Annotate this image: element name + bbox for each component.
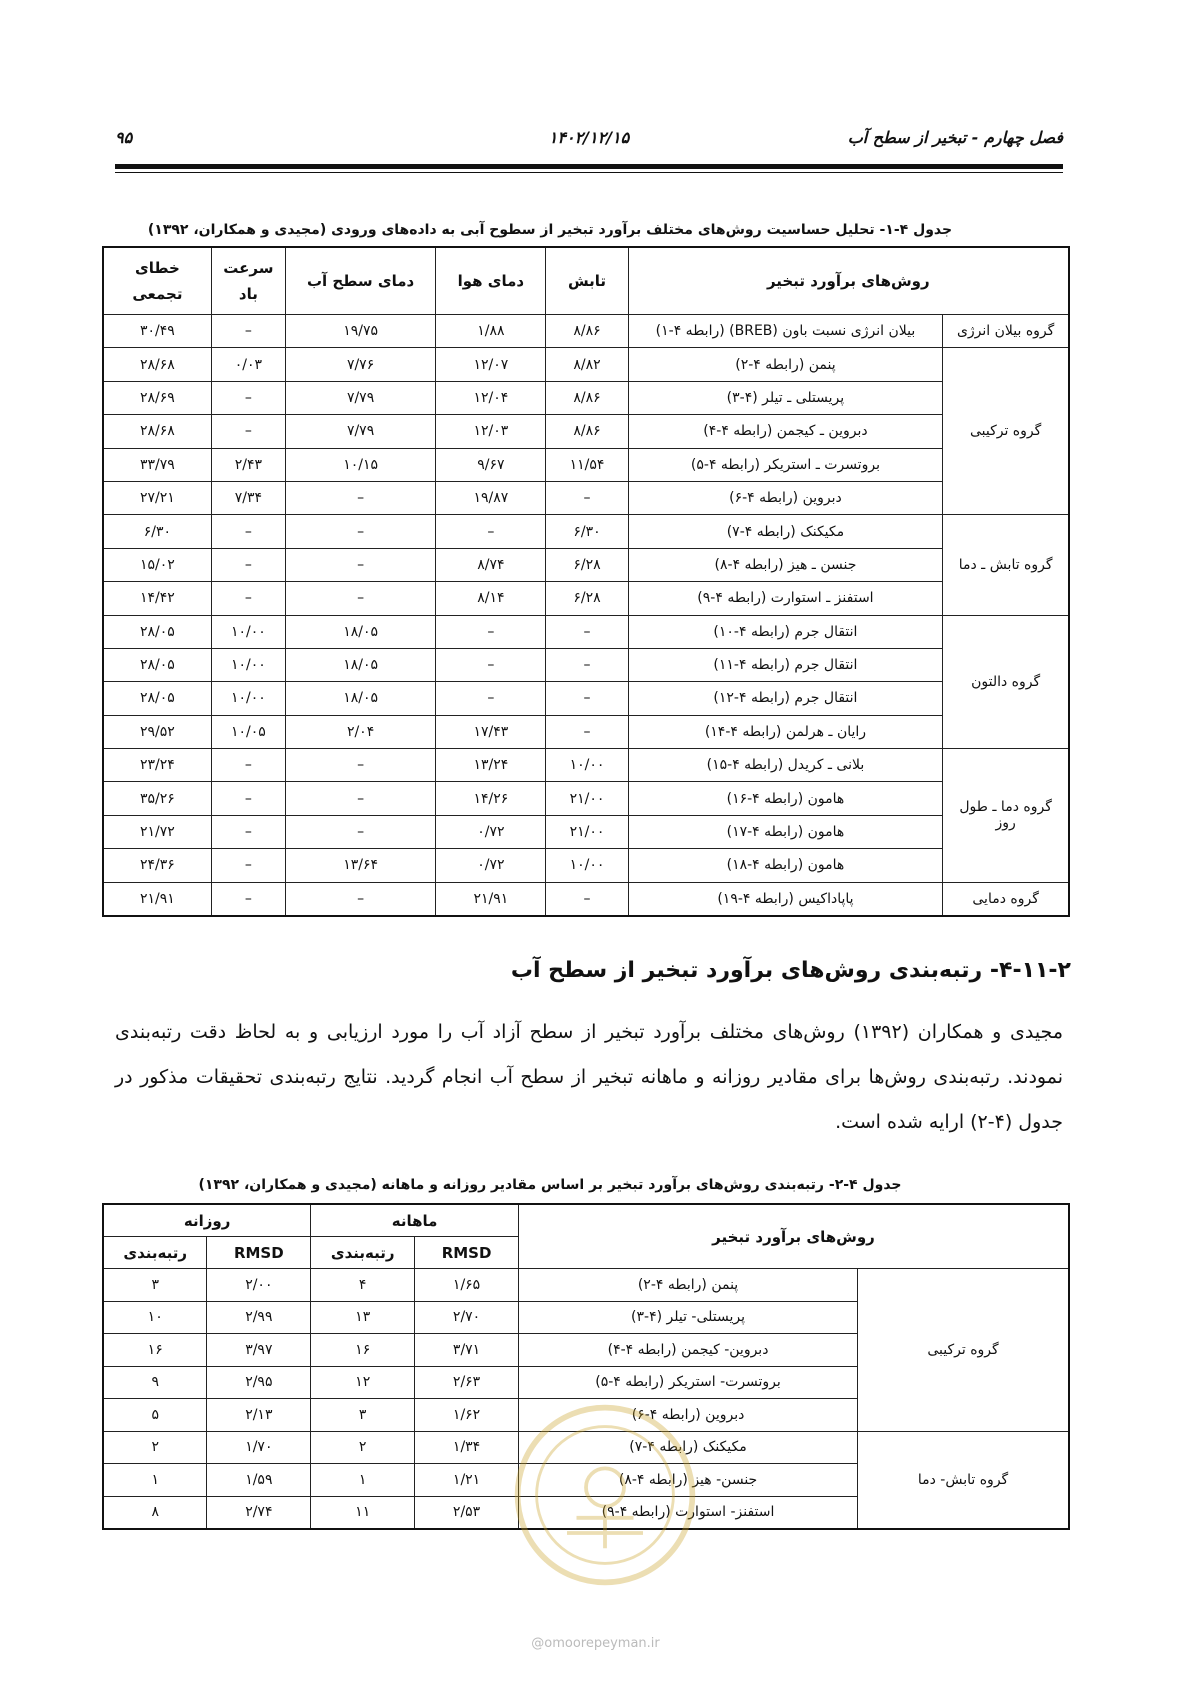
watermark-seal-icon bbox=[510, 1400, 700, 1590]
radiation-cell: ۶/۳۰ bbox=[546, 515, 628, 548]
table-row bbox=[103, 815, 1069, 848]
daily-rmsd-cell: ۲/۹۵ bbox=[207, 1366, 311, 1399]
wind-speed-cell: ۱۰/۰۰ bbox=[211, 615, 285, 648]
radiation-cell: – bbox=[546, 615, 628, 648]
monthly-rmsd-cell: ۱/۲۱ bbox=[415, 1464, 519, 1497]
method-cell: هامون (رابطه ۴-۱۶) bbox=[628, 782, 943, 815]
table-row bbox=[103, 548, 1069, 581]
method-cell: پاپاداکیس (رابطه ۴-۱۹) bbox=[628, 882, 943, 916]
table-row bbox=[103, 448, 1069, 481]
table-row bbox=[103, 849, 1069, 882]
radiation-cell: ۸/۸۲ bbox=[546, 348, 628, 381]
chapter-title: فصل چهارم - تبخیر از سطح آب bbox=[847, 128, 1063, 147]
water-temp-cell: – bbox=[285, 481, 435, 514]
wind-speed-cell: ۱۰/۰۰ bbox=[211, 682, 285, 715]
radiation-cell: ۸/۸۶ bbox=[546, 381, 628, 414]
table-row bbox=[103, 882, 1069, 916]
header-daily-rank: رتبه‌بندی bbox=[103, 1237, 207, 1269]
wind-speed-cell: ۰/۰۳ bbox=[211, 348, 285, 381]
header-rule-thick bbox=[115, 164, 1063, 169]
method-cell: استفنز- استوارت (رابطه ۴-۹) bbox=[518, 1496, 857, 1529]
group-name-cell: گروه دالتون bbox=[943, 615, 1069, 749]
wind-speed-cell: – bbox=[211, 548, 285, 581]
radiation-cell: ۱۰/۰۰ bbox=[546, 749, 628, 782]
cumulative-error-cell: ۲۷/۲۱ bbox=[103, 481, 211, 514]
water-temp-cell: ۱۳/۶۴ bbox=[285, 849, 435, 882]
cumulative-error-cell: ۲۴/۳۶ bbox=[103, 849, 211, 882]
method-cell: انتقال جرم (رابطه ۴-۱۰) bbox=[628, 615, 943, 648]
header-rule-thin bbox=[115, 172, 1063, 173]
air-temp-cell: ۰/۷۲ bbox=[436, 815, 546, 848]
table-row bbox=[103, 315, 1069, 348]
method-cell: استفنز ـ استوارت (رابطه ۴-۹) bbox=[628, 582, 943, 615]
table-row bbox=[103, 381, 1069, 414]
table1-caption: جدول ۴-۱- تحلیل حساسیت روش‌های مختلف برآورد تبخیر از سطوح آبی به داده‌های ورودی (مجیدی و همکاران، ۱۳۹۲) bbox=[147, 222, 953, 238]
monthly-rmsd-cell: ۱/۶۵ bbox=[415, 1269, 519, 1302]
water-temp-cell: – bbox=[285, 548, 435, 581]
radiation-cell: ۶/۲۸ bbox=[546, 548, 628, 581]
monthly-rank-cell: ۱ bbox=[311, 1464, 415, 1497]
table-row bbox=[103, 415, 1069, 448]
daily-rmsd-cell: ۲/۱۳ bbox=[207, 1399, 311, 1432]
water-temp-cell: ۱۰/۱۵ bbox=[285, 448, 435, 481]
header-monthly: ماهانه bbox=[311, 1204, 519, 1237]
air-temp-cell: ۰/۷۲ bbox=[436, 849, 546, 882]
method-cell: مکیکنک (رابطه ۴-۷) bbox=[518, 1431, 857, 1464]
air-temp-cell: ۱۴/۲۶ bbox=[436, 782, 546, 815]
header-daily: روزانه bbox=[103, 1204, 311, 1237]
monthly-rank-cell: ۳ bbox=[311, 1399, 415, 1432]
section-paragraph: مجیدی و همکاران (۱۳۹۲) روش‌های مختلف برآورد تبخیر از سطح آزاد آب را مورد ارزیابی و به لحاظ دقت رتبه‌بندی نمودند. رتبه‌بندی روش‌ها برای مقادیر روزانه و ماهانه تبخیر از سطح آب انجام گردید. نتایج رتبه‌بندی تحقیقات مذکور در جدول (۴-۲) ارایه شده است. bbox=[115, 1021, 1063, 1133]
radiation-cell: ۱۰/۰۰ bbox=[546, 849, 628, 882]
header-water-temp: دمای سطح آب bbox=[285, 247, 435, 315]
method-cell: دبروین (رابطه ۴-۶) bbox=[628, 481, 943, 514]
daily-rank-cell: ۱۶ bbox=[103, 1334, 207, 1367]
water-temp-cell: – bbox=[285, 582, 435, 615]
air-temp-cell: ۱۷/۴۳ bbox=[436, 715, 546, 748]
method-cell: جنسن ـ هیز (رابطه ۴-۸) bbox=[628, 548, 943, 581]
air-temp-cell: ۲۱/۹۱ bbox=[436, 882, 546, 916]
header-monthly-rmsd: RMSD bbox=[415, 1237, 519, 1269]
method-cell: بیلان انرژی نسبت باون (BREB) (رابطه ۴-۱) bbox=[628, 315, 943, 348]
radiation-cell: ۶/۲۸ bbox=[546, 582, 628, 615]
monthly-rmsd-cell: ۲/۵۳ bbox=[415, 1496, 519, 1529]
air-temp-cell: – bbox=[436, 682, 546, 715]
water-temp-cell: ۱۸/۰۵ bbox=[285, 682, 435, 715]
method-cell: انتقال جرم (رابطه ۴-۱۲) bbox=[628, 682, 943, 715]
cumulative-error-cell: ۲۱/۹۱ bbox=[103, 882, 211, 916]
method-cell: بروتسرت- استریکر (رابطه ۴-۵) bbox=[518, 1366, 857, 1399]
radiation-cell: ۲۱/۰۰ bbox=[546, 815, 628, 848]
cumulative-error-cell: ۲۳/۲۴ bbox=[103, 749, 211, 782]
header-daily-rmsd: RMSD bbox=[207, 1237, 311, 1269]
table-row bbox=[103, 582, 1069, 615]
wind-speed-cell: – bbox=[211, 415, 285, 448]
group-name-cell: گروه تابش ـ دما bbox=[943, 515, 1069, 615]
water-temp-cell: ۲/۰۴ bbox=[285, 715, 435, 748]
air-temp-cell: ۱۹/۸۷ bbox=[436, 481, 546, 514]
air-temp-cell: ۱/۸۸ bbox=[436, 315, 546, 348]
method-cell: مکیکنک (رابطه ۴-۷) bbox=[628, 515, 943, 548]
cumulative-error-cell: ۳۰/۴۹ bbox=[103, 315, 211, 348]
daily-rank-cell: ۱ bbox=[103, 1464, 207, 1497]
water-temp-cell: ۱۸/۰۵ bbox=[285, 615, 435, 648]
method-cell: دبروین ـ کیجمن (رابطه ۴-۴) bbox=[628, 415, 943, 448]
air-temp-cell: – bbox=[436, 648, 546, 681]
monthly-rank-cell: ۱۶ bbox=[311, 1334, 415, 1367]
table-row bbox=[103, 682, 1069, 715]
table-row bbox=[103, 615, 1069, 648]
air-temp-cell: – bbox=[436, 515, 546, 548]
radiation-cell: ۸/۸۶ bbox=[546, 315, 628, 348]
wind-speed-cell: ۲/۴۳ bbox=[211, 448, 285, 481]
wind-speed-cell: ۱۰/۰۰ bbox=[211, 648, 285, 681]
wind-speed-cell: ۱۰/۰۵ bbox=[211, 715, 285, 748]
monthly-rank-cell: ۱۳ bbox=[311, 1301, 415, 1334]
daily-rank-cell: ۸ bbox=[103, 1496, 207, 1529]
water-temp-cell: – bbox=[285, 749, 435, 782]
wind-speed-cell: – bbox=[211, 381, 285, 414]
method-cell: پریستلی- تیلر (۴-۳) bbox=[518, 1301, 857, 1334]
monthly-rmsd-cell: ۲/۷۰ bbox=[415, 1301, 519, 1334]
method-cell: هامون (رابطه ۴-۱۷) bbox=[628, 815, 943, 848]
group-name-cell: گروه ترکیبی bbox=[858, 1269, 1069, 1432]
table-row bbox=[103, 782, 1069, 815]
header-radiation: تابش bbox=[546, 247, 628, 315]
table-row bbox=[103, 749, 1069, 782]
method-cell: دبروین (رابطه ۴-۶) bbox=[518, 1399, 857, 1432]
header-cumulative-error: خطای تجمعی bbox=[103, 247, 211, 315]
wind-speed-cell: – bbox=[211, 515, 285, 548]
table-row bbox=[103, 715, 1069, 748]
method-cell: دبروین- کیجمن (رابطه ۴-۴) bbox=[518, 1334, 857, 1367]
group-name-cell: گروه دما ـ طول روز bbox=[943, 749, 1069, 883]
radiation-cell: – bbox=[546, 715, 628, 748]
radiation-cell: ۲۱/۰۰ bbox=[546, 782, 628, 815]
water-temp-cell: ۷/۷۹ bbox=[285, 415, 435, 448]
cumulative-error-cell: ۲۸/۰۵ bbox=[103, 648, 211, 681]
table-row bbox=[103, 648, 1069, 681]
header-monthly-rank: رتبه‌بندی bbox=[311, 1237, 415, 1269]
cumulative-error-cell: ۱۵/۰۲ bbox=[103, 548, 211, 581]
table-row bbox=[103, 515, 1069, 548]
radiation-cell: – bbox=[546, 682, 628, 715]
wind-speed-cell: – bbox=[211, 849, 285, 882]
cumulative-error-cell: ۶/۳۰ bbox=[103, 515, 211, 548]
water-temp-cell: – bbox=[285, 815, 435, 848]
monthly-rmsd-cell: ۱/۳۴ bbox=[415, 1431, 519, 1464]
wind-speed-cell: – bbox=[211, 815, 285, 848]
group-name-cell: گروه بیلان انرژی bbox=[943, 315, 1069, 348]
water-temp-cell: – bbox=[285, 515, 435, 548]
group-name-cell: گروه دمایی bbox=[943, 882, 1069, 916]
daily-rank-cell: ۹ bbox=[103, 1366, 207, 1399]
daily-rank-cell: ۲ bbox=[103, 1431, 207, 1464]
method-cell: پنمن (رابطه ۴-۲) bbox=[518, 1269, 857, 1302]
daily-rmsd-cell: ۳/۹۷ bbox=[207, 1334, 311, 1367]
table2-caption: جدول ۴-۲- رتبه‌بندی روش‌های برآورد تبخیر بر اساس مقادیر روزانه و ماهانه (مجیدی و همکاران، ۱۳۹۲) bbox=[198, 1177, 902, 1193]
air-temp-cell: ۱۲/۰۴ bbox=[436, 381, 546, 414]
cumulative-error-cell: ۳۵/۲۶ bbox=[103, 782, 211, 815]
daily-rank-cell: ۱۰ bbox=[103, 1301, 207, 1334]
radiation-cell: ۱۱/۵۴ bbox=[546, 448, 628, 481]
cumulative-error-cell: ۱۴/۴۲ bbox=[103, 582, 211, 615]
table1-header-row bbox=[103, 247, 1069, 315]
monthly-rank-cell: ۱۱ bbox=[311, 1496, 415, 1529]
page-number: ۹۵ bbox=[115, 128, 133, 147]
monthly-rank-cell: ۴ bbox=[311, 1269, 415, 1302]
air-temp-cell: ۸/۱۴ bbox=[436, 582, 546, 615]
air-temp-cell: ۱۲/۰۳ bbox=[436, 415, 546, 448]
daily-rmsd-cell: ۲/۷۴ bbox=[207, 1496, 311, 1529]
radiation-cell: – bbox=[546, 882, 628, 916]
table2-header-row-1 bbox=[103, 1204, 1069, 1237]
radiation-cell: – bbox=[546, 481, 628, 514]
method-cell: جنسن- هیز (رابطه ۴-۸) bbox=[518, 1464, 857, 1497]
header-wind-speed: سرعت باد bbox=[211, 247, 285, 315]
section-heading: ۴-۱۱-۲- رتبه‌بندی روش‌های برآورد تبخیر از سطح آب bbox=[510, 958, 1071, 983]
radiation-cell: ۸/۸۶ bbox=[546, 415, 628, 448]
method-cell: هامون (رابطه ۴-۱۸) bbox=[628, 849, 943, 882]
page-header bbox=[115, 128, 1063, 152]
sensitivity-table bbox=[102, 246, 1070, 917]
daily-rmsd-cell: ۲/۹۹ bbox=[207, 1301, 311, 1334]
cumulative-error-cell: ۲۱/۷۲ bbox=[103, 815, 211, 848]
wind-speed-cell: – bbox=[211, 882, 285, 916]
method-cell: پنمن (رابطه ۴-۲) bbox=[628, 348, 943, 381]
water-temp-cell: ۱۹/۷۵ bbox=[285, 315, 435, 348]
daily-rmsd-cell: ۱/۵۹ bbox=[207, 1464, 311, 1497]
daily-rank-cell: ۳ bbox=[103, 1269, 207, 1302]
cumulative-error-cell: ۳۳/۷۹ bbox=[103, 448, 211, 481]
monthly-rmsd-cell: ۱/۶۲ bbox=[415, 1399, 519, 1432]
footer-site: @omoorepeyman.ir bbox=[531, 1636, 660, 1651]
method-cell: انتقال جرم (رابطه ۴-۱۱) bbox=[628, 648, 943, 681]
water-temp-cell: – bbox=[285, 882, 435, 916]
header2-methods: روش‌های برآورد تبخیر bbox=[518, 1204, 1069, 1269]
cumulative-error-cell: ۲۸/۶۸ bbox=[103, 415, 211, 448]
table-row bbox=[103, 481, 1069, 514]
wind-speed-cell: – bbox=[211, 582, 285, 615]
daily-rank-cell: ۵ bbox=[103, 1399, 207, 1432]
wind-speed-cell: – bbox=[211, 749, 285, 782]
water-temp-cell: ۷/۷۶ bbox=[285, 348, 435, 381]
cumulative-error-cell: ۲۹/۵۲ bbox=[103, 715, 211, 748]
water-temp-cell: ۱۸/۰۵ bbox=[285, 648, 435, 681]
cumulative-error-cell: ۲۸/۰۵ bbox=[103, 615, 211, 648]
group-name-cell: گروه تابش- دما bbox=[858, 1431, 1069, 1529]
header-date: ۱۴۰۲/۱۲/۱۵ bbox=[548, 128, 630, 147]
table-row bbox=[103, 348, 1069, 381]
air-temp-cell: ۱۲/۰۷ bbox=[436, 348, 546, 381]
monthly-rmsd-cell: ۳/۷۱ bbox=[415, 1334, 519, 1367]
group-name-cell: گروه ترکیبی bbox=[943, 348, 1069, 515]
water-temp-cell: – bbox=[285, 782, 435, 815]
cumulative-error-cell: ۲۸/۶۹ bbox=[103, 381, 211, 414]
cumulative-error-cell: ۲۸/۰۵ bbox=[103, 682, 211, 715]
water-temp-cell: ۷/۷۹ bbox=[285, 381, 435, 414]
method-cell: رایان ـ هرلمن (رابطه ۴-۱۴) bbox=[628, 715, 943, 748]
method-cell: بروتسرت ـ استریکر (رابطه ۴-۵) bbox=[628, 448, 943, 481]
air-temp-cell: – bbox=[436, 615, 546, 648]
header-methods: روش‌های برآورد تبخیر bbox=[628, 247, 1069, 315]
wind-speed-cell: ۷/۳۴ bbox=[211, 481, 285, 514]
cumulative-error-cell: ۲۸/۶۸ bbox=[103, 348, 211, 381]
monthly-rmsd-cell: ۲/۶۳ bbox=[415, 1366, 519, 1399]
header-air-temp: دمای هوا bbox=[436, 247, 546, 315]
table-row bbox=[103, 1269, 1069, 1302]
method-cell: بلانی ـ کریدل (رابطه ۴-۱۵) bbox=[628, 749, 943, 782]
air-temp-cell: ۹/۶۷ bbox=[436, 448, 546, 481]
radiation-cell: – bbox=[546, 648, 628, 681]
table1-body bbox=[103, 315, 1069, 917]
air-temp-cell: ۱۳/۲۴ bbox=[436, 749, 546, 782]
wind-speed-cell: – bbox=[211, 315, 285, 348]
wind-speed-cell: – bbox=[211, 782, 285, 815]
monthly-rank-cell: ۱۲ bbox=[311, 1366, 415, 1399]
air-temp-cell: ۸/۷۴ bbox=[436, 548, 546, 581]
daily-rmsd-cell: ۲/۰۰ bbox=[207, 1269, 311, 1302]
daily-rmsd-cell: ۱/۷۰ bbox=[207, 1431, 311, 1464]
monthly-rank-cell: ۲ bbox=[311, 1431, 415, 1464]
method-cell: پریستلی ـ تیلر (۴-۳) bbox=[628, 381, 943, 414]
